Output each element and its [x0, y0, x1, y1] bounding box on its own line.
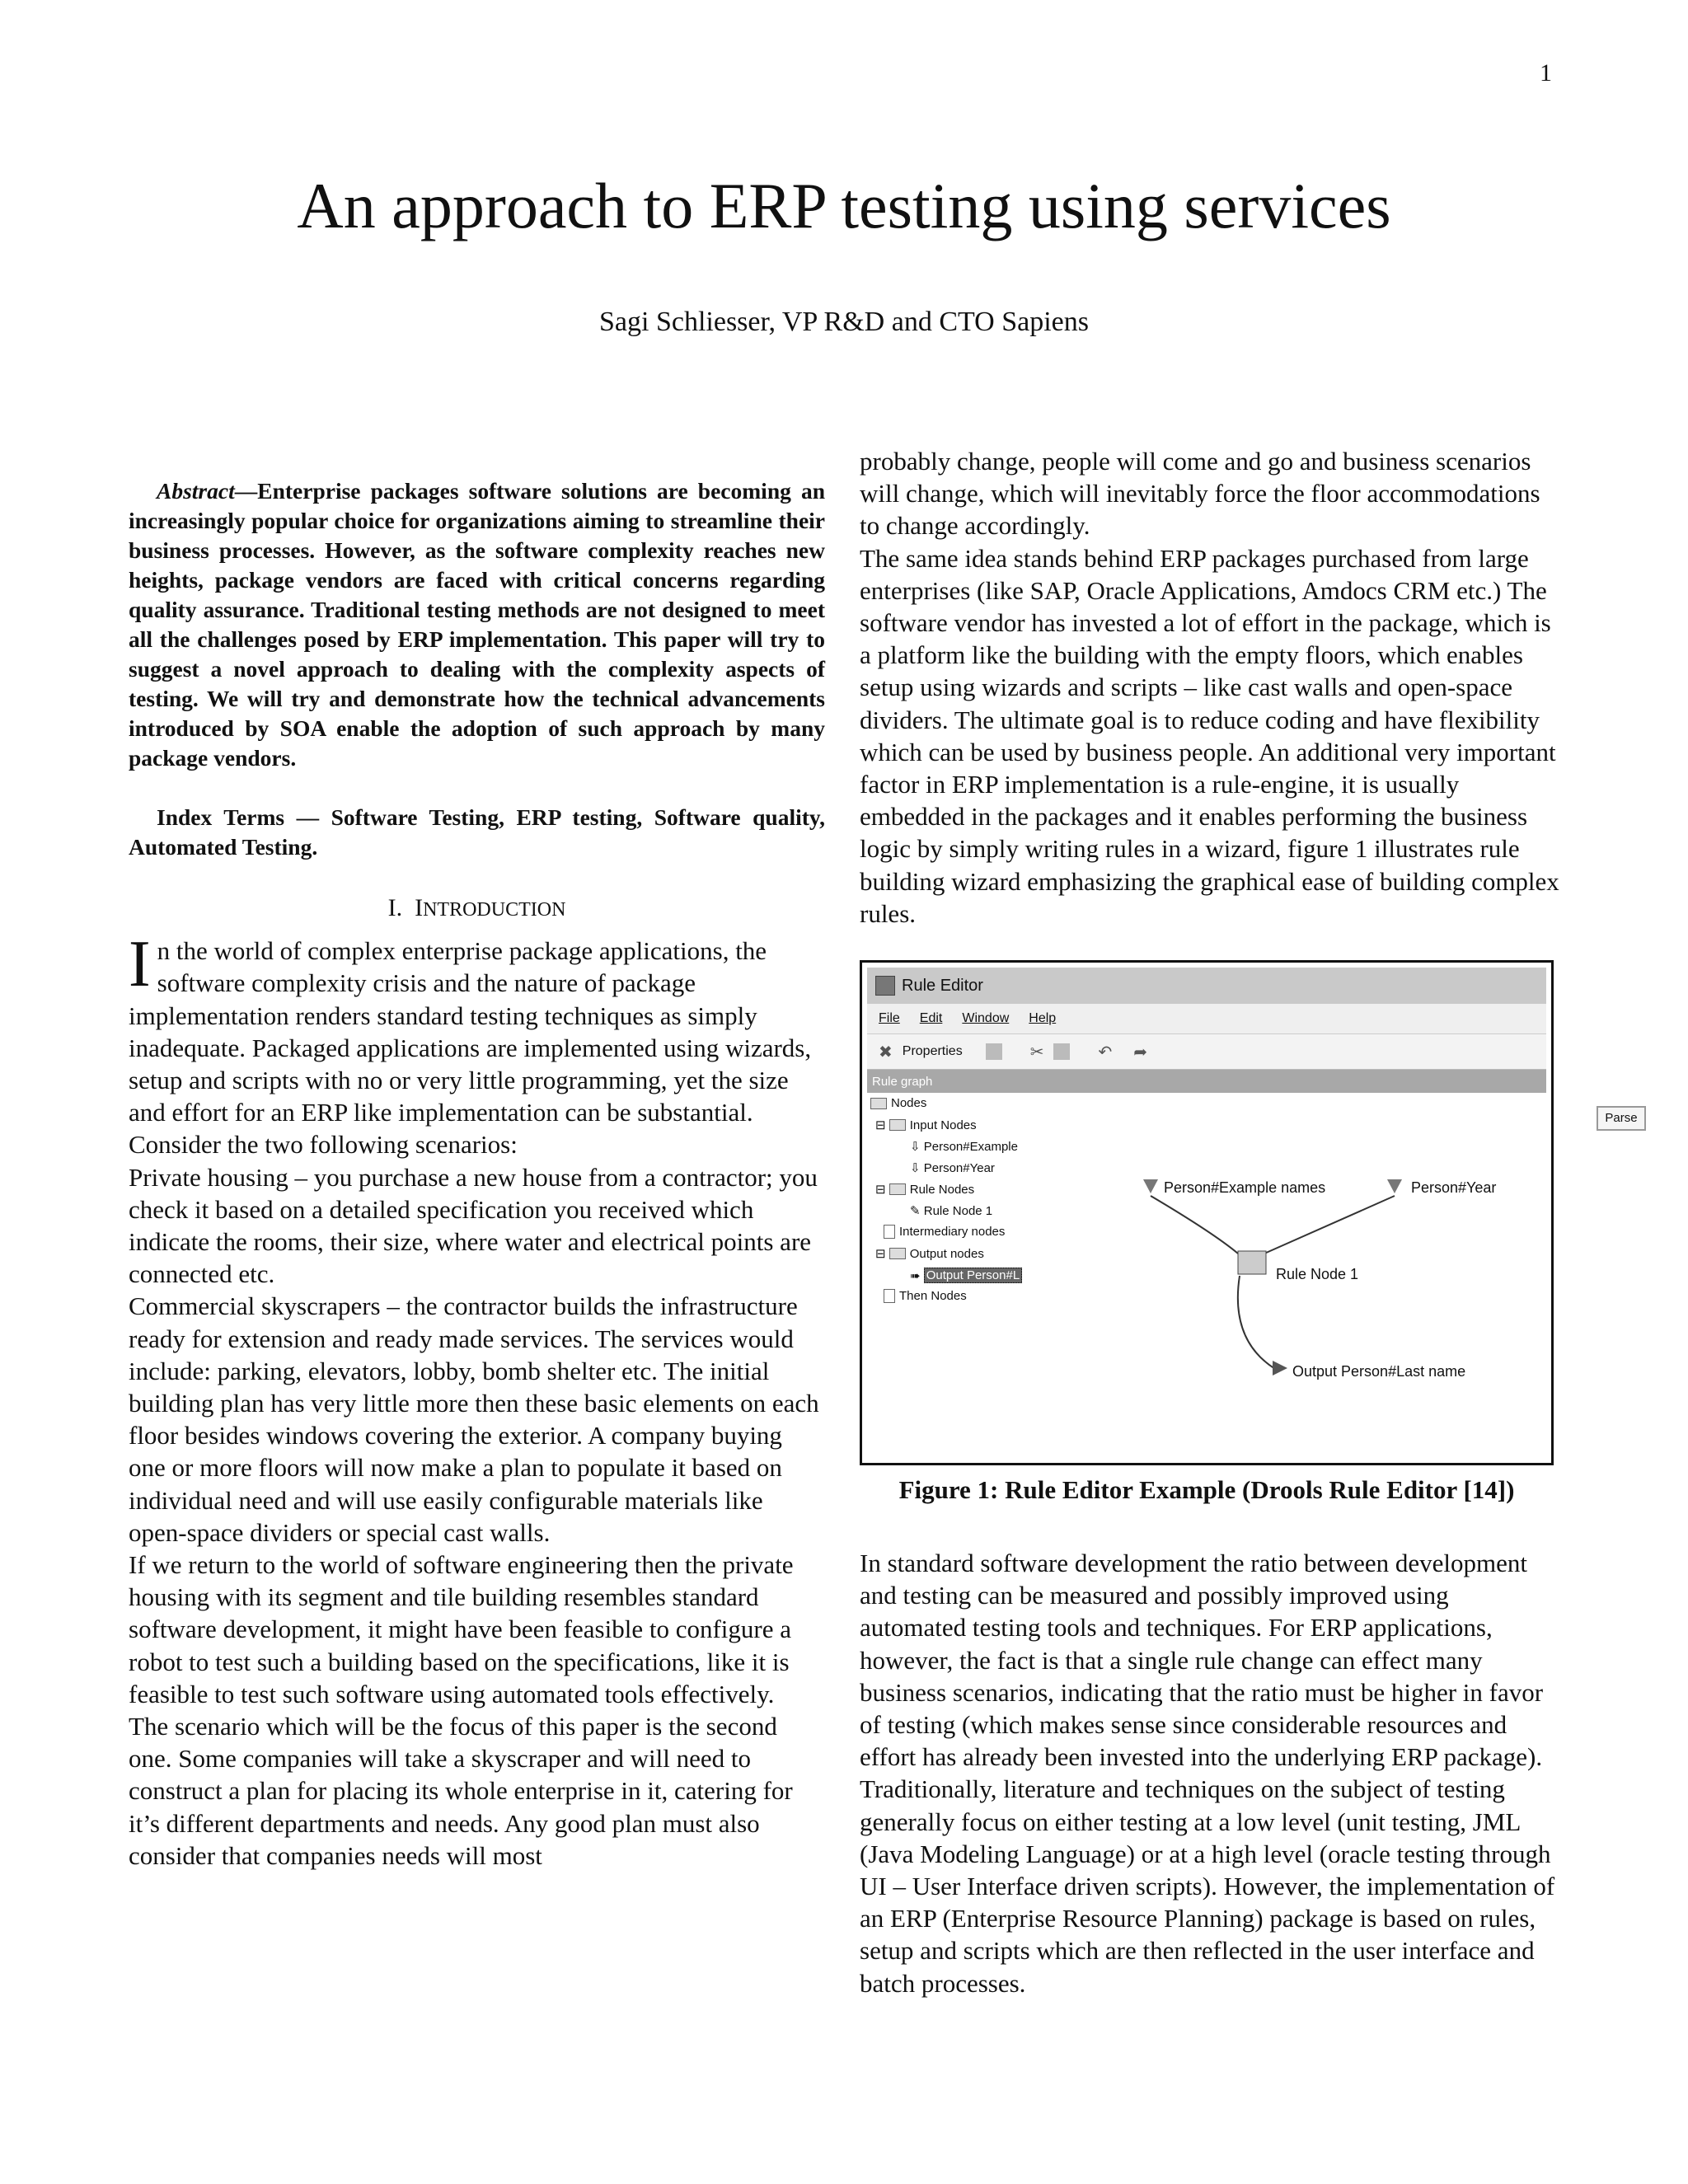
intro-paragraph-5: If we return to the world of software engineering then the private housing with its segment and tile building resembles standard software development, it might have been feasible to configure a robot to test such a building based on the specifications, like it is feasible to test such software using automated tools effectively. — [129, 1550, 794, 1708]
graph-input-person-example[interactable]: Person#Example names — [1164, 1179, 1326, 1196]
folder-icon — [889, 1183, 906, 1195]
cut-icon[interactable]: ✂ — [1029, 1043, 1044, 1062]
rule-editor-titlebar — [867, 968, 1546, 1004]
section-title-rest: NTRODUCTION — [423, 899, 566, 921]
right-paragraph-3: In standard software development the ratio between development and testing can be measured and possibly improved using automated testing tools and techniques. For ERP applications, however, the fact is that a single rule change can effect many business scenarios, indicating that the ratio must be higher in favor of testing (which makes sense since considerable resources and effort has already been invested into the underlying ERP package). — [860, 1549, 1544, 1772]
paste-icon[interactable] — [1053, 1043, 1070, 1060]
intro-paragraph-2: Consider the two following scenarios: — [129, 1130, 518, 1160]
redo-icon[interactable]: ➦ — [1133, 1043, 1147, 1062]
abstract-dash: — — [234, 478, 258, 504]
tree-rule-node-1[interactable]: ✎ Rule Node 1 — [910, 1203, 993, 1218]
figure-caption: Figure 1: Rule Editor Example (Drools Rule Editor [14]) — [898, 1475, 1515, 1504]
author-line: Sagi Schliesser, VP R&D and CTO Sapiens — [599, 307, 1089, 337]
section-first-letter: I — [415, 894, 424, 921]
paper-title: An approach to ERP testing using services — [297, 170, 1391, 241]
tree-output-nodes[interactable]: ⊟ Output nodes — [875, 1246, 984, 1261]
index-terms: Index Terms — Software Testing, ERP testing, Software quality, Automated Testing. — [129, 804, 825, 860]
left-column — [129, 476, 825, 1872]
tree-input-nodes[interactable]: ⊟ Input Nodes — [875, 1118, 977, 1132]
undo-icon[interactable]: ↶ — [1098, 1043, 1113, 1062]
abstract-text: Enterprise packages software solutions are becoming an increasingly popular choice for organizations aiming to streamline their business processes. However, as the software complexity reaches new heights, package vendors are faced with critical concerns regarding quality assurance. Traditional testing methods are not designed to meet all the challenges posed by ERP implementation. This paper will try to suggest a novel approach to dealing with the complexity aspects of testing. We will try and demonstrate how the technical advancements introduced by SOA enable the adoption of such approach by many package vendors. — [129, 478, 825, 771]
intro-paragraph-3: Private housing – you purchase a new house from a contractor; you check it based on a detailed specification you received which indicate the rooms, their size, where water and electrical points are connected etc. — [129, 1162, 818, 1289]
drop-cap: I — [129, 928, 151, 1001]
folder-icon — [870, 1098, 887, 1109]
section-heading-introduction — [129, 892, 825, 926]
output-node-icon[interactable] — [1273, 1361, 1287, 1376]
graph-input-person-year[interactable]: Person#Year — [1411, 1179, 1497, 1196]
rule-graph-edges — [1048, 1093, 1546, 1390]
tree-output-person-lastname[interactable]: ➠ Output Person#L — [910, 1268, 1022, 1283]
rule-graph-canvas — [1048, 1093, 1638, 1422]
intro-first-line: n the world of complex enterprise package applications, the — [157, 936, 767, 966]
tree-input-person-year[interactable]: ⇩ Person#Year — [910, 1160, 995, 1175]
page-number: 1 — [1540, 59, 1552, 87]
right-column-top — [860, 445, 1560, 930]
parse-button[interactable]: Parse — [1597, 1106, 1646, 1131]
input-node-icon: ⇩ — [910, 1140, 924, 1154]
rule-editor-menubar — [867, 1004, 1546, 1034]
menu-edit[interactable]: Edit — [919, 1011, 943, 1025]
tree-then-nodes[interactable]: Then Nodes — [884, 1289, 967, 1303]
edge-example-to-rule — [1151, 1196, 1238, 1254]
folder-icon — [889, 1248, 906, 1259]
document-icon — [884, 1225, 895, 1239]
menu-file[interactable]: File — [879, 1011, 900, 1025]
figure-rule-editor — [860, 960, 1638, 1465]
graph-rule-node-1[interactable]: Rule Node 1 — [1276, 1266, 1359, 1282]
rule-graph-tab[interactable]: Rule graph — [867, 1070, 1546, 1093]
right-paragraph-2: The same idea stands behind ERP packages purchased from large enterprises (like SAP, Oracle Applications, Amdocs CRM etc.) The software vendor has invested a lot of effort in the package, which is a platform like the building with the empty floors, which enables setup using wizards and scripts – like cast walls and open-space dividers. The ultimate goal is to reduce coding and have flexibility which can be used by business people. An additional very important factor in ERP implementation is a rule-engine, it is usually embedded in the packages and it enables performing the business logic by simply writing rules in a wizard, figure 1 illustrates rule building wizard emphasizing the graphical ease of building complex rules. — [860, 543, 1559, 928]
document-icon — [884, 1289, 895, 1303]
tree-nodes[interactable]: Nodes — [870, 1096, 926, 1110]
right-paragraph-4: Traditionally, literature and techniques on the subject of testing generally focus on either testing at a low level (unit testing, JML (Java Modeling Language) or at a high level (oracle testing through UI – User Interface driven scripts). However, the implementation of an ERP (Enterprise Resource Planning) package is based on rules, setup and scripts which are then reflected in the user interface and batch processes. — [860, 1774, 1555, 1998]
collapse-icon: ⊟ — [875, 1183, 889, 1197]
menu-help[interactable]: Help — [1029, 1011, 1057, 1025]
intro-paragraph-1 — [129, 928, 825, 1128]
menu-window[interactable]: Window — [962, 1011, 1010, 1025]
intro-paragraph-6: The scenario which will be the focus of this paper is the second one. Some companies will take a skyscraper and will need to construct a plan for placing its whole enterprise in it, catering for it’s different departments and needs. Any good plan must also consider that companies needs will most — [129, 1712, 793, 1870]
app-icon — [875, 976, 895, 996]
rule-editor-toolbar — [867, 1034, 1546, 1070]
tree-intermediary-nodes[interactable]: Intermediary nodes — [884, 1225, 1005, 1239]
intro-paragraph-4: Commercial skyscrapers – the contractor builds the infrastructure ready for extension and ready made services. The services would include: parking, elevators, lobby, bomb shelter etc. The initial building plan has very little more then these basic elements on each floor besides windows covering the exterior. A company buying one or more floors will now make a plan to populate it based on individual need and will use easily configurable materials like open-space dividers or special cast walls. — [129, 1291, 819, 1547]
abstract-label: Abstract — [157, 478, 235, 504]
tree-rule-nodes[interactable]: ⊟ Rule Nodes — [875, 1182, 975, 1197]
folder-icon — [889, 1119, 906, 1131]
collapse-icon: ⊟ — [875, 1118, 889, 1132]
copy-icon[interactable] — [986, 1043, 1002, 1060]
edge-rule-to-output — [1238, 1276, 1275, 1369]
properties-button[interactable]: Properties — [902, 1044, 963, 1058]
node-tree — [867, 1093, 1051, 1422]
abstract — [129, 476, 825, 773]
right-paragraph-1: probably change, people will come and go and business scenarios will change, which will inevitably force the floor accommodations to change accordingly. — [860, 447, 1540, 541]
right-column-bottom — [860, 1547, 1560, 1999]
delete-icon[interactable]: ✖ — [879, 1043, 893, 1062]
rule-editor-window-title: Rule Editor — [902, 976, 983, 995]
input-node-icon: ⇩ — [910, 1161, 924, 1175]
input-node-icon[interactable] — [1387, 1179, 1402, 1193]
output-node-icon: ➠ — [910, 1268, 924, 1283]
rule-node-icon: ✎ — [910, 1204, 924, 1218]
edge-year-to-rule — [1264, 1196, 1395, 1254]
graph-output-person-lastname[interactable]: Output Person#Last name — [1292, 1363, 1466, 1380]
intro-first-para-rest: software complexity crisis and the nature of package implementation renders standard testing techniques as simply inadequate. Packaged applications are implemented using wizards, setup and scripts with no or very little programming, yet the size and effort for an ERP like implementation can be substantial. — [129, 968, 812, 1127]
tree-input-person-example[interactable]: ⇩ Person#Example — [910, 1139, 1018, 1154]
collapse-icon: ⊟ — [875, 1247, 889, 1261]
rule-node-icon[interactable] — [1238, 1251, 1266, 1274]
section-numeral: I. — [387, 894, 403, 921]
input-node-icon[interactable] — [1143, 1179, 1158, 1193]
